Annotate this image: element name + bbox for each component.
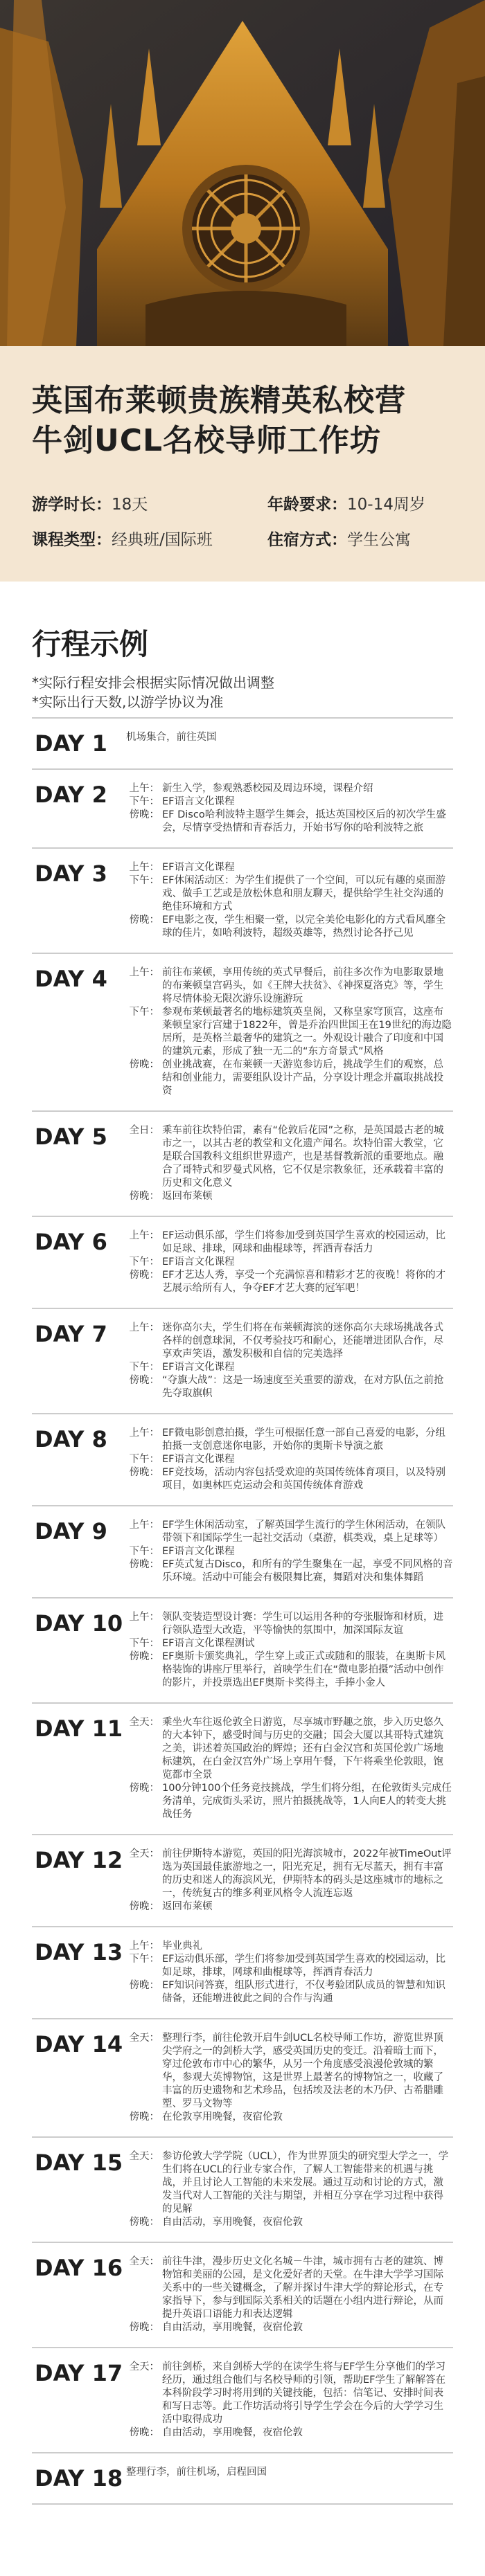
time-of-day: 全日： <box>129 1125 159 1136</box>
activity-text: 前往牛津，漫步历史文化名城－牛津，城市拥有古老的建筑、博物馆和美丽的公园，是文化爱好者的天堂。在牛津大学学习国际关系中的一些关键概念，了解并探讨牛津大学的辩论形式，在专家指导下，参与到国际关系相关的话题在小组内进行辩论，从而提升英语口语能力和表达逻辑 <box>162 2256 443 2320</box>
day-label: DAY 1 <box>35 730 107 757</box>
day-schedule <box>123 2255 453 2334</box>
schedule-item <box>123 2321 453 2334</box>
day-schedule <box>123 1611 453 1690</box>
info-duration: 游学时长：18天 <box>32 496 148 514</box>
info-age: 年龄要求：10-14周岁 <box>267 496 425 514</box>
day-row <box>32 2243 453 2348</box>
time-of-day: 上午： <box>129 1612 159 1623</box>
activity-text: EF学生休闲活动室，了解英国学生流行的学生休闲活动，在领队带领下和国际学生一起社交活动（桌游，棋类戏，桌上足球等） <box>162 1520 446 1544</box>
schedule-item <box>123 1716 453 1782</box>
schedule-item <box>123 1979 453 2006</box>
time-of-day: 上午： <box>129 967 159 978</box>
day-schedule <box>123 2466 453 2491</box>
time-of-day: 下午： <box>129 1007 159 1018</box>
day-label: DAY 10 <box>35 1610 123 1637</box>
day-row <box>32 1927 453 2019</box>
schedule-item <box>123 1361 453 1374</box>
schedule-item <box>123 1545 453 1558</box>
day-row <box>32 2138 453 2243</box>
activity-text: EF运动俱乐部，学生们将参加受到英国学生喜欢的校园运动，比如足球，排球，网球和曲棍球等，挥洒青春活力 <box>162 1954 446 1978</box>
day-row <box>32 1506 453 1598</box>
activity-text: 领队变装造型设计赛：学生可以运用各种的夸张服饰和材质，进行领队造型大改造，平等愉快的氛围中，加深国际友谊 <box>162 1612 443 1636</box>
time-of-day: 傍晚： <box>129 1651 159 1662</box>
schedule-item <box>123 2150 453 2216</box>
time-of-day: 傍晚： <box>129 2217 159 2228</box>
schedule-item <box>123 2361 453 2426</box>
day-row <box>32 719 453 770</box>
day-row <box>32 1598 453 1704</box>
activity-text: 机场集合，前往英国 <box>126 732 217 743</box>
schedule-item <box>123 1322 453 1361</box>
time-of-day: 下午： <box>129 1454 159 1465</box>
time-of-day: 全天： <box>129 2151 159 2162</box>
activity-text: EF语言文化课程 <box>162 1362 235 1373</box>
title-line-2: 牛剑UCL名校导师工作坊 <box>32 423 382 458</box>
time-of-day: 上午： <box>129 1940 159 1952</box>
day-schedule <box>123 1322 453 1400</box>
schedule-item <box>123 1059 453 1098</box>
activity-text: 前往伊斯特本游览，英国的阳光海滨城市，2022年被TimeOut评选为英国最佳旅游地之一，阳光充足，拥有无尽蓝天，拥有丰富的历史和迷人的海滨风光，伊斯特本的码头是这座城市的地标之一，传统复古的维多利亚风格令人流连忘返 <box>162 1848 452 1899</box>
day-label: DAY 6 <box>35 1229 107 1255</box>
day-row <box>32 770 453 849</box>
activity-text: 返回布莱顿 <box>162 1191 213 1202</box>
time-of-day: 上午： <box>129 1230 159 1241</box>
activity-text: EF知识问答赛，组队形式进行，不仅考验团队成员的智慧和知识储备，还能增进彼此之间的合作与沟通 <box>162 1980 446 2004</box>
schedule-item <box>123 1637 453 1650</box>
activity-text: 自由活动，享用晚餐，夜宿伦敦 <box>162 2217 303 2228</box>
time-of-day: 傍晚： <box>129 1559 159 1570</box>
title-line-1: 英国布莱顿贵族精英私校营 <box>32 383 406 418</box>
time-of-day: 下午： <box>129 875 159 886</box>
schedule-item <box>123 1006 453 1059</box>
schedule-item <box>123 1611 453 1637</box>
activity-text: 整理行李，前往机场，启程回国 <box>126 2467 267 2478</box>
schedule-item <box>123 1427 453 1453</box>
time-of-day: 傍晚： <box>129 1059 159 1070</box>
day-row <box>32 1704 453 1835</box>
itinerary-title: 行程示例 <box>32 627 149 661</box>
day-label: DAY 9 <box>35 1518 107 1544</box>
activity-text: 参访伦敦大学学院（UCL），作为世界顶尖的研究型大学之一，学生们将在UCL的行业专家合作，了解人工智能带来的机遇与挑战，并且讨论人工智能的未来发展。通过互动和讨论的方式，激发当代对人工智能的关注与期望，并相互分享在学习过程中获得的见解 <box>162 2151 449 2215</box>
day-schedule <box>123 2361 453 2440</box>
day-list <box>32 719 453 2505</box>
time-of-day: 傍晚： <box>129 1783 159 1794</box>
activity-text: EF Disco哈利波特主题学生舞会，抵达英国校区后的初次学生盛会，尽情享受热情和青春活力，开始书写你的哈利波特之旅 <box>162 809 446 834</box>
day-row <box>32 2348 453 2453</box>
time-of-day: 傍晚： <box>129 2322 159 2333</box>
day-row <box>32 1217 453 1309</box>
day-row <box>32 1309 453 1414</box>
day-schedule <box>123 861 453 940</box>
activity-text: 毕业典礼 <box>162 1940 202 1952</box>
schedule-item <box>123 1453 453 1466</box>
time-of-day: 上午： <box>129 1322 159 1333</box>
time-of-day: 傍晚： <box>129 809 159 820</box>
activity-text: EF英式复古Disco，和所有的学生聚集在一起，享受不同风格的音乐环境。活动中可能会有极限舞比赛，舞蹈对决和集体舞蹈 <box>162 1559 453 1583</box>
time-of-day: 傍晚： <box>129 915 159 926</box>
activity-text: 前往布莱顿，享用传统的英式早餐后，前往多次作为电影取景地的布莱顿皇宫码头，如《王牌大扶贫》、《神探夏洛克》等，学生将尽情体验无限次游乐设施游玩 <box>162 967 443 1005</box>
schedule-item <box>123 1519 453 1545</box>
schedule-item <box>123 2216 453 2229</box>
day-label: DAY 4 <box>35 966 107 992</box>
schedule-item <box>123 731 453 744</box>
day-row <box>32 1835 453 1927</box>
day-label: DAY 11 <box>35 1715 123 1742</box>
time-of-day: 上午： <box>129 783 159 794</box>
activity-text: EF语言文化课程 <box>162 1546 235 1557</box>
time-of-day: 傍晚： <box>129 1375 159 1386</box>
schedule-item <box>123 2255 453 2321</box>
time-of-day: 全天： <box>129 2361 159 2372</box>
time-of-day: 下午： <box>129 1257 159 1268</box>
time-of-day: 傍晚： <box>129 1467 159 1478</box>
itinerary-note-2: *实际出行天数,以游学协议为准 <box>32 694 224 710</box>
time-of-day: 下午： <box>129 1638 159 1649</box>
day-row <box>32 1112 453 1217</box>
day-schedule <box>123 966 453 1098</box>
activity-text: EF电影之夜，学生相聚一堂，以完全美伦电影化的方式看风靡全球的佳片，如哈利波特，超级英雄等，热烈讨论各抒己见 <box>162 915 446 939</box>
schedule-item <box>123 1953 453 1979</box>
activity-text: EF语言文化课程测试 <box>162 1638 255 1649</box>
day-schedule <box>123 1230 453 1295</box>
time-of-day: 傍晚： <box>129 1980 159 1991</box>
activity-text: EF奥斯卡颁奖典礼，学生穿上或正式或随和的服装，在奥斯卡风格装饰的讲座厅里举行，首映学生们在“微电影拍摄”活动中创作的影片，并投票选出EF奥斯卡奖得主，手捧小金人 <box>162 1651 446 1688</box>
info-course-type: 课程类型：经典班/国际班 <box>32 531 213 549</box>
activity-text: EF微电影创意拍摄，学生可根据任意一部自己喜爱的电影，分组拍摄一支创意迷你电影，开始你的奥斯卡导演之旅 <box>162 1427 446 1452</box>
activity-text: EF运动俱乐部，学生们将参加受到英国学生喜欢的校园运动，比如足球、排球，网球和曲棍球等，挥洒青春活力 <box>162 1230 446 1254</box>
day-label: DAY 16 <box>35 2255 123 2281</box>
activity-text: 新生入学，参观熟悉校园及周边环境，课程介绍 <box>162 783 373 794</box>
activity-text: 返回布莱顿 <box>162 1901 213 1912</box>
activity-text: 参观布莱顿最著名的地标建筑英皇阁，又称皇家穹顶宫，这座布莱顿皇家行宫建于1822年，曾是乔治四世国王在19世纪的海边隐居所，是英格兰最奢华的建筑之一。外观设计融合了印度和中国的建筑元素，形成了独一无二的“东方奇景式”风格 <box>162 1007 452 1057</box>
time-of-day: 上午： <box>129 862 159 873</box>
schedule-item <box>123 2032 453 2111</box>
activity-text: 自由活动，享用晚餐，夜宿伦敦 <box>162 2427 303 2438</box>
time-of-day: 全天： <box>129 2033 159 2044</box>
info-accommodation: 住宿方式：学生公寓 <box>267 531 411 549</box>
day-schedule <box>123 1716 453 1821</box>
schedule-item <box>123 1256 453 1269</box>
day-label: DAY 13 <box>35 1939 123 1965</box>
time-of-day: 下午： <box>129 796 159 807</box>
time-of-day: 傍晚： <box>129 1191 159 1202</box>
activity-text: EF语言文化课程 <box>162 862 235 873</box>
schedule-item <box>123 1848 453 1900</box>
header-section <box>0 346 485 582</box>
activity-text: 整理行李，前往伦敦开启牛剑UCL名校导师工作坊，游览世界顶尖学府之一的剑桥大学，感受英国历史的变迁。沿着暗士而下，穿过伦敦布市中心的繁华，从另一个角度感受浪漫伦敦城的繁华，参观大英博物馆，这是世界上最著名的博物馆之一，收藏了丰富的历史遗物和艺术珍品，包括埃及法老的木乃伊、古希腊雕塑、罗马文物等 <box>162 2033 443 2109</box>
day-schedule <box>123 731 453 756</box>
schedule-item <box>123 1466 453 1493</box>
time-of-day: 傍晚： <box>129 1901 159 1912</box>
schedule-item <box>123 2111 453 2124</box>
day-label: DAY 17 <box>35 2360 123 2386</box>
schedule-item <box>123 782 453 795</box>
itinerary-section <box>0 582 485 2525</box>
activity-text: “夺旗大战”：这是一场速度至关重要的游戏，在对方队伍之前抢先夺取旗帜 <box>162 1375 444 1399</box>
activity-text: 在伦敦享用晚餐，夜宿伦敦 <box>162 2111 283 2123</box>
time-of-day: 傍晚： <box>129 2111 159 2123</box>
schedule-item <box>123 2466 453 2479</box>
schedule-item <box>123 1124 453 1190</box>
day-schedule <box>123 1427 453 1493</box>
day-label: DAY 18 <box>35 2465 123 2492</box>
time-of-day: 上午： <box>129 1520 159 1531</box>
day-label: DAY 15 <box>35 2150 123 2176</box>
activity-text: 创业挑战赛，在布莱顿一天游览参访后，挑战学生们的观察，总结和创业能力，需要组队设计产品，分享设计理念并赢取挑战投资 <box>162 1059 443 1097</box>
schedule-item <box>123 1650 453 1690</box>
activity-text: EF才艺达人秀，享受一个充满惊喜和精彩才艺的夜晚！将你的才艺展示给所有人，争夺EF才艺大赛的冠军吧！ <box>162 1270 446 1294</box>
page-title <box>32 381 453 461</box>
day-schedule <box>123 1940 453 2006</box>
activity-text: EF语言文化课程 <box>162 796 235 807</box>
schedule-item <box>123 1940 453 1953</box>
schedule-item <box>123 809 453 835</box>
trip-info-grid <box>32 492 453 550</box>
time-of-day: 傍晚： <box>129 2427 159 2438</box>
schedule-item <box>123 861 453 874</box>
schedule-item <box>123 874 453 914</box>
schedule-item <box>123 1782 453 1821</box>
schedule-item <box>123 914 453 940</box>
activity-text: 100分钟100个任务竞技挑战，学生们将分组，在伦敦街头完成任务清单，完成街头采访，照片拍摄挑战等，1人向E人的转变大挑战任务 <box>162 1783 452 1820</box>
day-row <box>32 849 453 954</box>
itinerary-note-1: *实际行程安排会根据实际情况做出调整 <box>32 674 274 691</box>
schedule-item <box>123 1374 453 1400</box>
activity-text: EF休闲活动区：为学生们提供了一个空间，可以玩有趣的桌面游戏、做手工艺或是放松休息和朋友聊天，提供给学生社交沟通的绝佳环境和方式 <box>162 875 446 912</box>
schedule-item <box>123 1230 453 1256</box>
time-of-day: 下午： <box>129 1954 159 1965</box>
activity-text: EF语言文化课程 <box>162 1454 235 1465</box>
day-label: DAY 3 <box>35 861 107 887</box>
day-row <box>32 1414 453 1506</box>
activity-text: 迷你高尔夫，学生们将在布莱顿海滨的迷你高尔夫球场挑战各式各样的创意球洞，不仅考验技巧和耐心，还能增进团队合作，尽享欢声笑语，激发积极和自信的完美选择 <box>162 1322 443 1360</box>
day-schedule <box>123 1124 453 1203</box>
activity-text: 乘坐火车往返伦敦全日游览，尽享城市野趣之旅，步入历史悠久的大本钟下，感受时间与历史的交融；国会大厦以其哥特式建筑之美，讲述着英国政治的辉煌；还有白金汉宫和英国伦敦广场地标建筑，在白金汉宫外广场上享用午餐，下午将乘坐伦敦眼，饱览都市全景 <box>162 1717 443 1781</box>
time-of-day: 傍晚： <box>129 1270 159 1281</box>
activity-text: 前往剑桥，来自剑桥大学的在读学生将与EF学生分享他们的学习经历，通过组合他们与名校导师的引领，帮助EF学生了解解答在本科阶段学习时将用到的关键技能，包括：信笔记、安排时间表和写日志等。此工作坊活动将引导学生学会在今后的大学学习生活中取得成功 <box>162 2361 446 2425</box>
day-label: DAY 14 <box>35 2031 123 2057</box>
time-of-day: 全天： <box>129 1717 159 1728</box>
cathedral-illustration <box>0 0 485 346</box>
schedule-item <box>123 795 453 809</box>
schedule-item <box>123 1900 453 1913</box>
day-row <box>32 2453 453 2505</box>
time-of-day: 全天： <box>129 1848 159 1859</box>
day-label: DAY 2 <box>35 782 107 808</box>
schedule-item <box>123 2426 453 2440</box>
time-of-day: 下午： <box>129 1362 159 1373</box>
day-schedule <box>123 1848 453 1913</box>
time-of-day: 下午： <box>129 1546 159 1557</box>
day-label: DAY 8 <box>35 1426 107 1452</box>
day-schedule <box>123 2032 453 2124</box>
activity-text: EF竞技场，活动内容包括受欢迎的英国传统体育项目，以及特别项目，如奥林匹克运动会和英国传统体育游戏 <box>162 1467 446 1491</box>
day-label: DAY 7 <box>35 1321 107 1347</box>
day-schedule <box>123 782 453 835</box>
schedule-item <box>123 1558 453 1585</box>
day-label: DAY 5 <box>35 1124 107 1150</box>
activity-text: 乘车前往坎特伯雷，素有“伦敦后花园”之称，是英国最古老的城市之一，以其古老的教堂和文化遗产闻名。坎特伯雷大教堂，它是联合国教科文组织世界遗产，也是基督教新派的重要地点。融合了哥特式和罗曼式风格，它不仅是宗教象征，还承载着丰富的历史和文化意义 <box>162 1125 444 1189</box>
schedule-item <box>123 966 453 1006</box>
hero-cathedral-photo <box>0 0 485 346</box>
time-of-day: 全天： <box>129 2256 159 2267</box>
schedule-item <box>123 1190 453 1203</box>
activity-text: EF语言文化课程 <box>162 1257 235 1268</box>
time-of-day: 上午： <box>129 1427 159 1439</box>
day-label: DAY 12 <box>35 1847 123 1873</box>
day-schedule <box>123 1519 453 1585</box>
activity-text: 自由活动，享用晚餐，夜宿伦敦 <box>162 2322 303 2333</box>
day-row <box>32 954 453 1112</box>
schedule-item <box>123 1269 453 1295</box>
day-schedule <box>123 2150 453 2229</box>
day-row <box>32 2019 453 2138</box>
